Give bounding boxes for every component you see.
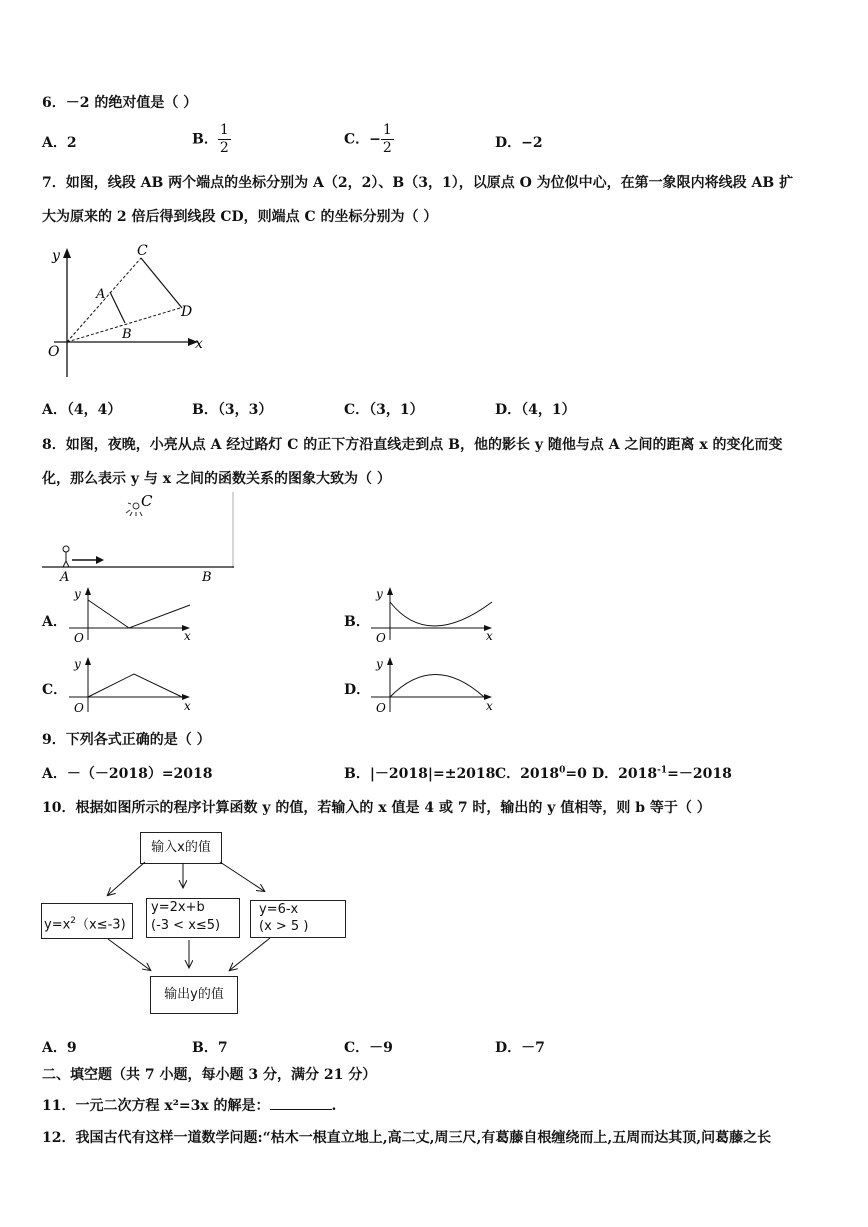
q11-stem xyxy=(42,1095,336,1115)
point-a-label: A xyxy=(96,287,106,302)
q11-answer-blank[interactable] xyxy=(270,1097,332,1110)
denominator: 2 xyxy=(219,140,229,156)
point-b-label: B xyxy=(122,327,132,342)
o-label: O xyxy=(376,701,386,715)
q11-text: 11．一元二次方程 x²=3x 的解是： xyxy=(42,1098,270,1114)
q6-b-prefix: B． xyxy=(192,131,218,148)
q6-option-d: D．−2 xyxy=(495,135,543,151)
origin-label: O xyxy=(48,344,60,360)
flow-output-box: 输出y的值 xyxy=(150,976,238,1014)
y-axis-label: y xyxy=(52,248,60,264)
q10-option-b: B．7 xyxy=(192,1040,228,1056)
q7-option-b: B．（3，3） xyxy=(192,402,273,418)
point-a-label: A xyxy=(60,570,70,585)
o-label: O xyxy=(74,701,84,715)
y-label: y xyxy=(376,657,383,671)
numerator: 1 xyxy=(219,122,229,138)
q9-stem: 9．下列各式正确的是（ ） xyxy=(42,732,211,748)
x-label: x xyxy=(486,629,493,643)
q8-option-c: C． xyxy=(42,682,68,698)
q10-stem: 10．根据如图所示的程序计算函数 y 的值，若输入的 x 值是 4 或 7 时，输出的 y 值相等，则 b 等于（ ） xyxy=(42,800,711,816)
q9-c-exponent: 0 xyxy=(559,765,566,776)
exponent: 2 xyxy=(70,916,77,926)
point-d-label: D xyxy=(181,304,193,320)
q9-option-a: A．－（－2018）=2018 xyxy=(42,766,213,782)
x-label: x xyxy=(486,699,493,713)
q9-c-rest: =0 xyxy=(565,766,587,782)
q9-c-base: C．2018 xyxy=(495,766,560,782)
numerator: 1 xyxy=(382,122,392,138)
y-label: y xyxy=(376,587,383,601)
flow-input-box: 输入x的值 xyxy=(140,832,222,864)
denominator: 2 xyxy=(382,140,392,156)
point-c-label: C xyxy=(137,243,148,259)
q6-c-prefix: C．− xyxy=(344,131,381,148)
q10-option-a: A．9 xyxy=(42,1040,77,1056)
q10-option-d: D．－7 xyxy=(495,1040,545,1056)
q6-option-a: A．2 xyxy=(42,135,77,151)
x-label: x xyxy=(184,699,191,713)
q7-option-c: C．（3，1） xyxy=(344,402,424,418)
x-label: x xyxy=(184,629,191,643)
q9-d-exponent: -1 xyxy=(657,765,668,776)
q8-option-d: D． xyxy=(344,682,371,698)
q7-option-a: A．（4，4） xyxy=(42,402,122,418)
q7-stem-line2: 大为原来的 2 倍后得到线段 CD，则端点 C 的坐标分别为（ ） xyxy=(42,209,438,225)
lamp-c-label: C xyxy=(141,492,153,510)
formula: y=6-x xyxy=(259,902,299,917)
condition: (-3 < x≤5) xyxy=(151,918,221,933)
section-2-heading: 二、填空题（共 7 小题，每小题 3 分，满分 21 分） xyxy=(42,1067,377,1083)
q6-stem: 6．－2 的绝对值是（ ） xyxy=(42,95,198,111)
formula: y=x xyxy=(44,917,71,933)
q9-d-base: D．2018 xyxy=(592,766,658,782)
q8-stem-line1: 8．如图，夜晚，小亮从点 A 经过路灯 C 的正下方沿直线走到点 B，他的影长 y 随他与点 A 之间的距离 x 的变化而变 xyxy=(42,437,783,453)
y-label: y xyxy=(74,587,81,601)
formula: y=2x+b xyxy=(151,900,205,915)
o-label: O xyxy=(74,631,84,645)
o-label: O xyxy=(376,631,386,645)
q7-stem-line1: 7．如图，线段 AB 两个端点的坐标分别为 A（2，2）、B（3，1），以原点 O 为位似中心，在第一象限内将线段 AB 扩 xyxy=(42,175,794,191)
q8-option-b: B． xyxy=(344,614,370,630)
q9-d-rest: =－2018 xyxy=(667,766,732,782)
condition: （x≤-3) xyxy=(76,917,126,933)
y-label: y xyxy=(74,657,81,671)
q11-period: . xyxy=(331,1098,337,1114)
q12-stem: 12．我国古代有这样一道数学问题:“枯木一根直立地上,高二丈,周三尺,有葛藤自根缠绕而上,五周而达其顶,问葛藤之长 xyxy=(42,1130,772,1146)
condition: (x > 5 ) xyxy=(259,919,309,934)
q8-option-a: A． xyxy=(42,614,67,630)
point-b-label: B xyxy=(202,570,212,585)
q9-option-b: B．|－2018|=±2018 xyxy=(344,766,496,782)
x-axis-label: x xyxy=(195,336,203,352)
q7-option-d: D．（4，1） xyxy=(495,402,576,418)
q10-option-c: C．－9 xyxy=(344,1040,393,1056)
q8-stem-line2: 化，那么表示 y 与 x 之间的函数关系的图象大致为（ ） xyxy=(42,471,391,487)
